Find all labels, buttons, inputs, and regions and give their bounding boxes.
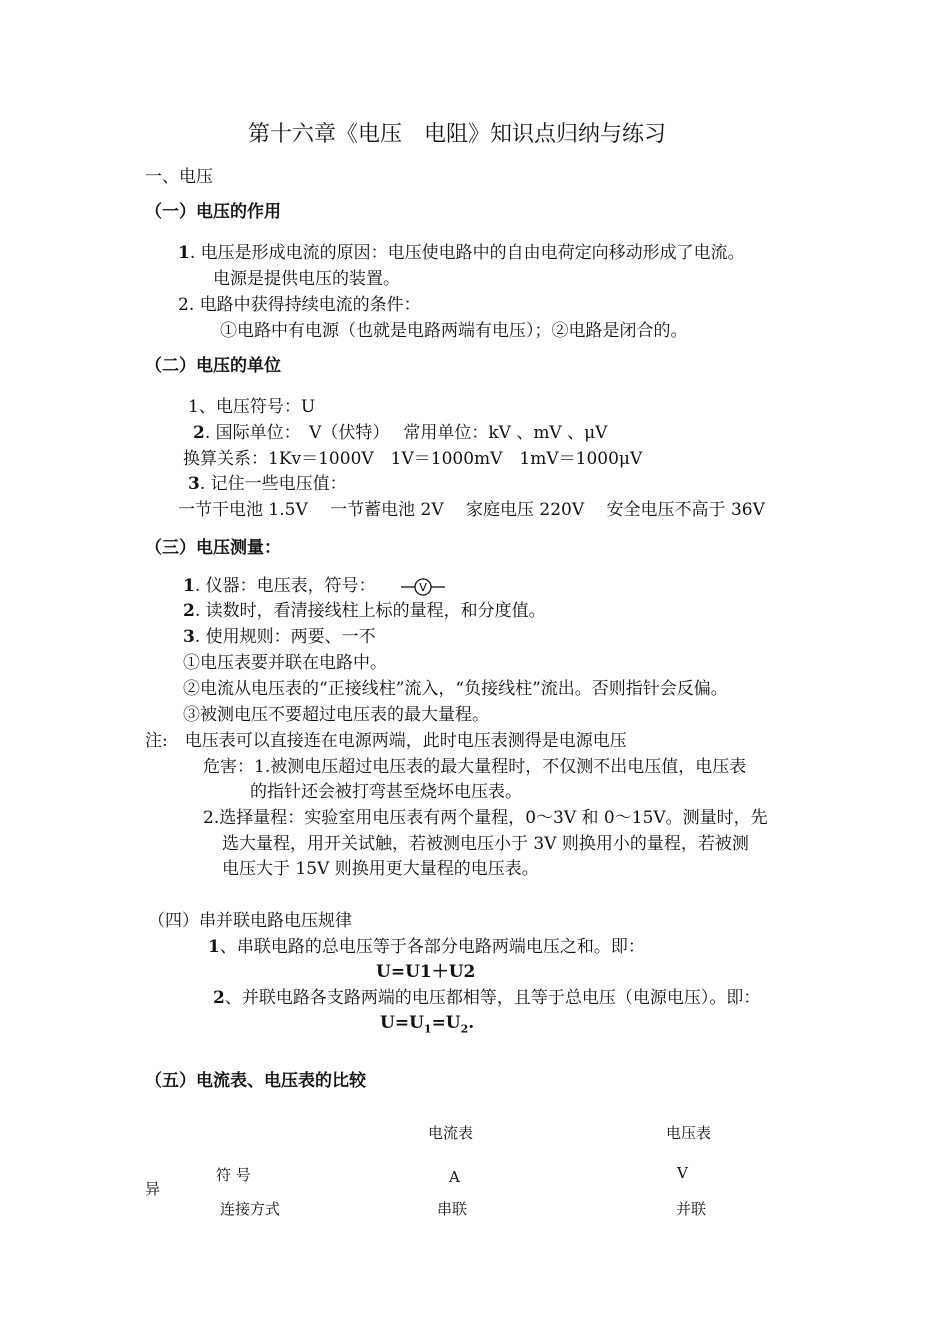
page-title: 第十六章《电压 电阻》知识点归纳与练习 (248, 122, 667, 147)
paragraph-line: 2、并联电路各支路两端的电压都相等，且等于总电压（电源电压）。即： (213, 988, 761, 1008)
paragraph-line: 2. 电路中获得持续电流的条件： (178, 295, 421, 315)
subsection-heading-role: （一）电压的作用 (145, 202, 281, 222)
table-row-label-symbol: 符 号 (216, 1166, 251, 1184)
table-row-label-connection: 连接方式 (220, 1200, 281, 1218)
paragraph-line: ③被测电压不要超过电压表的最大量程。 (183, 705, 489, 725)
paragraph-line: 电源是提供电压的装置。 (213, 269, 400, 289)
subsection-heading-measure: （三）电压测量： (145, 538, 281, 558)
subsection-heading-units: （二）电压的单位 (145, 356, 281, 376)
paragraph-line: 危害：1.被测电压超过电压表的最大量程时，不仅测不出电压值，电压表 (203, 757, 747, 777)
formula-parallel: $U=U_1=U_2$. (380, 1013, 475, 1036)
subsection-heading-compare: （五）电流表、电压表的比较 (145, 1071, 366, 1091)
paragraph-line: 2. 读数时，看清接线柱上标的量程，和分度值。 (183, 601, 546, 621)
paragraph-line: 1. 电压是形成电流的原因：电压使电路中的自由电荷定向移动形成了电流。 (178, 243, 745, 263)
paragraph-line: 电压大于 15V 则换用更大量程的电压表。 (222, 859, 539, 879)
table-cell: 串联 (437, 1200, 468, 1218)
paragraph-line: ①电压表要并联在电路中。 (183, 653, 387, 673)
paragraph-line: 1. 仪器：电压表，符号： V (183, 575, 447, 598)
paragraph-line: ②电流从电压表的“正接线柱”流入，“负接线柱”流出。否则指针会反偏。 (183, 679, 728, 699)
note-line: 注: 电压表可以直接连在电源两端，此时电压表测得是电源电压 (145, 731, 627, 751)
voltmeter-symbol-letter: V (419, 580, 427, 594)
table-header-voltmeter: 电压表 (666, 1124, 712, 1142)
paragraph-line: 选大量程，用开关试触，若被测电压小于 3V 则换用小的量程，若被测 (222, 834, 749, 854)
paragraph-line: 3. 使用规则：两要、一不 (183, 627, 376, 647)
paragraph-line: 2. 国际单位： V（伏特） 常用单位：kV 、mV 、μV (193, 423, 608, 443)
table-cell: V (677, 1164, 688, 1182)
formula-series: U=U1＋U2 (376, 962, 476, 982)
paragraph-line: 一节干电池 1.5V 一节蓄电池 2V 家庭电压 220V 安全电压不高于 36V (178, 500, 765, 520)
paragraph-line: 3. 记住一些电压值： (188, 474, 347, 494)
section-heading-voltage: 一、电压 (145, 167, 213, 187)
table-row-group-label: 异 (145, 1180, 161, 1198)
paragraph-line: 1、串联电路的总电压等于各部分电路两端电压之和。即： (208, 937, 645, 957)
table-cell: A (449, 1168, 460, 1186)
voltmeter-symbol-icon (399, 576, 447, 598)
table-header-ammeter: 电流表 (428, 1124, 474, 1142)
subsection-heading-rules: （四）串并联电路电压规律 (148, 911, 352, 931)
paragraph-line: ①电路中有电源（也就是电路两端有电压）；②电路是闭合的。 (220, 321, 688, 341)
paragraph-line: 的指针还会被打弯甚至烧坏电压表。 (250, 782, 522, 802)
paragraph-line: 1、电压符号：U (188, 397, 316, 417)
paragraph-line: 2.选择量程：实验室用电压表有两个量程，0～3V 和 0～15V。测量时，先 (203, 808, 768, 828)
paragraph-line: 换算关系：1Kv＝1000V 1V＝1000mV 1mV＝1000μV (183, 449, 643, 469)
table-cell: 并联 (676, 1200, 707, 1218)
